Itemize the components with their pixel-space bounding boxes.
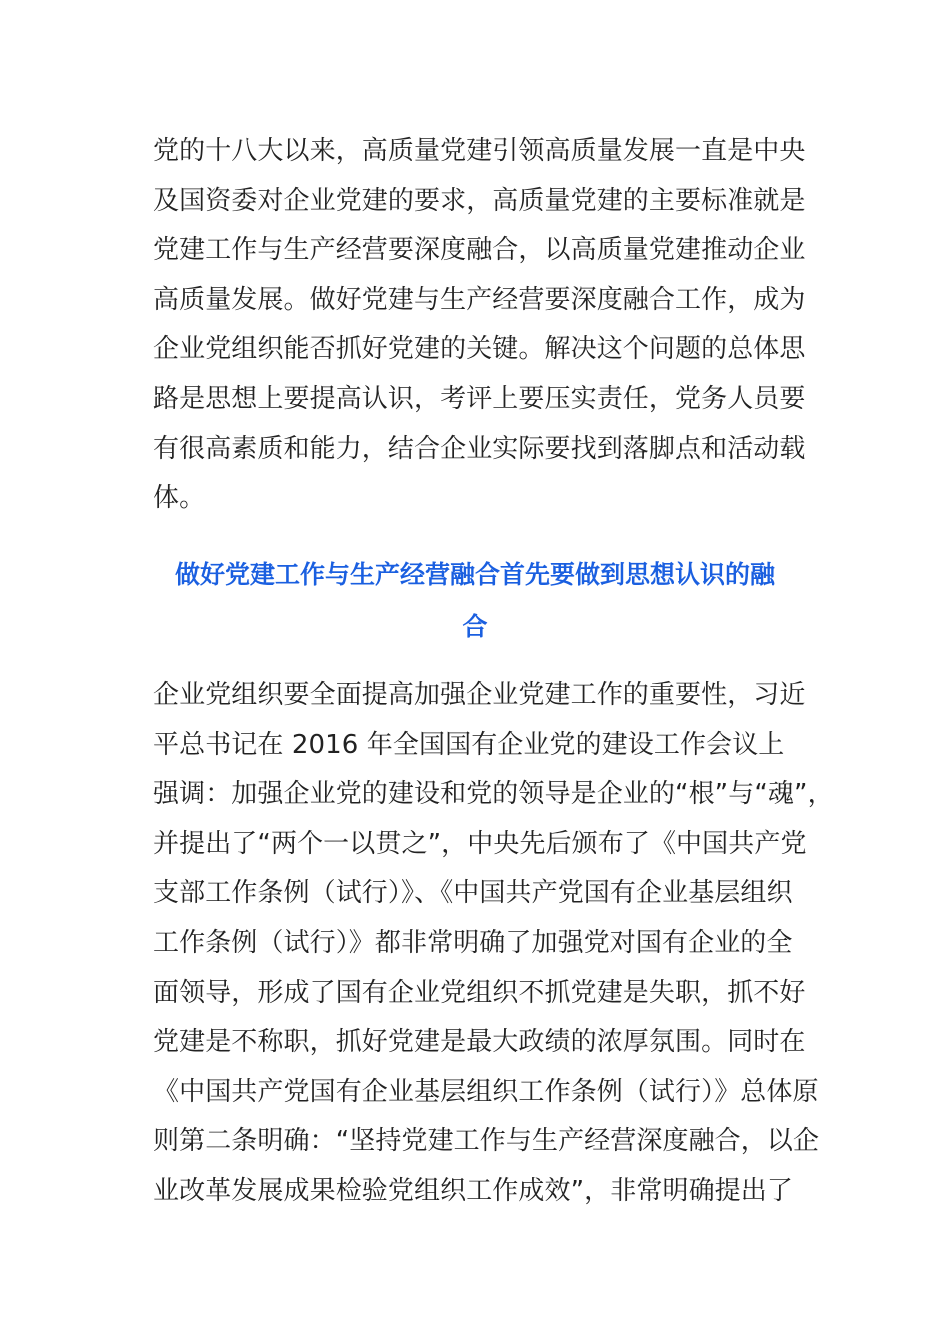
paragraph-line: 党建是不称职，抓好党建是最大政绩的浓厚氛围。同时在: [153, 1027, 806, 1058]
heading-line: 做好党建工作与生产经营融合首先要做到思想认识的融: [174, 560, 775, 589]
paragraph-line: 有很高素质和能力，结合企业实际要找到落脚点和活动载: [153, 433, 806, 464]
paragraph-line: 企业党组织能否抓好党建的关键。解决这个问题的总体思: [153, 334, 806, 365]
paragraph-line: 工作条例（试行）》都非常明确了加强党对国有企业的全: [153, 927, 793, 958]
body-paragraph: [153, 671, 834, 1217]
section-heading: [150, 549, 800, 653]
paragraph-line: 体。: [153, 483, 206, 514]
paragraph-line: 企业党组织要全面提高加强企业党建工作的重要性，习近: [153, 680, 806, 710]
paragraph-line: 《中国共产党国有企业基层组织工作条例（试行）》总体原: [153, 1076, 819, 1107]
paragraph-line: 平总书记在 2016 年全国国有企业党的建设工作会议上: [153, 729, 785, 760]
paragraph-line: 则第二条明确：“坚持党建工作与生产经营深度融合，以企: [153, 1126, 820, 1157]
paragraph-line: 及国资委对企业党建的要求，高质量党建的主要标准就是: [153, 185, 806, 216]
paragraph-line: 面领导，形成了国有企业党组织不抓党建是失职，抓不好: [153, 977, 806, 1008]
intro-paragraph: [153, 127, 806, 524]
heading-line: 合: [462, 612, 488, 641]
paragraph-line: 业改革发展成果检验党组织工作成效”，非常明确提出了: [153, 1175, 793, 1206]
paragraph-line: 支部工作条例（试行）》、《中国共产党国有企业基层组织: [153, 878, 793, 909]
paragraph-line: 强调：加强企业党的建设和党的领导是企业的“根”与“魂”，: [153, 779, 834, 810]
paragraph-line: 高质量发展。做好党建与生产经营要深度融合工作，成为: [153, 284, 806, 315]
paragraph-line: 并提出了“两个一以贯之”，中央先后颁布了《中国共产党: [153, 828, 807, 859]
paragraph-line: 党建工作与生产经营要深度融合，以高质量党建推动企业: [153, 235, 806, 266]
paragraph-line: 党的十八大以来，高质量党建引领高质量发展一直是中央: [153, 136, 806, 166]
paragraph-line: 路是思想上要提高认识，考评上要压实责任，党务人员要: [153, 383, 806, 414]
